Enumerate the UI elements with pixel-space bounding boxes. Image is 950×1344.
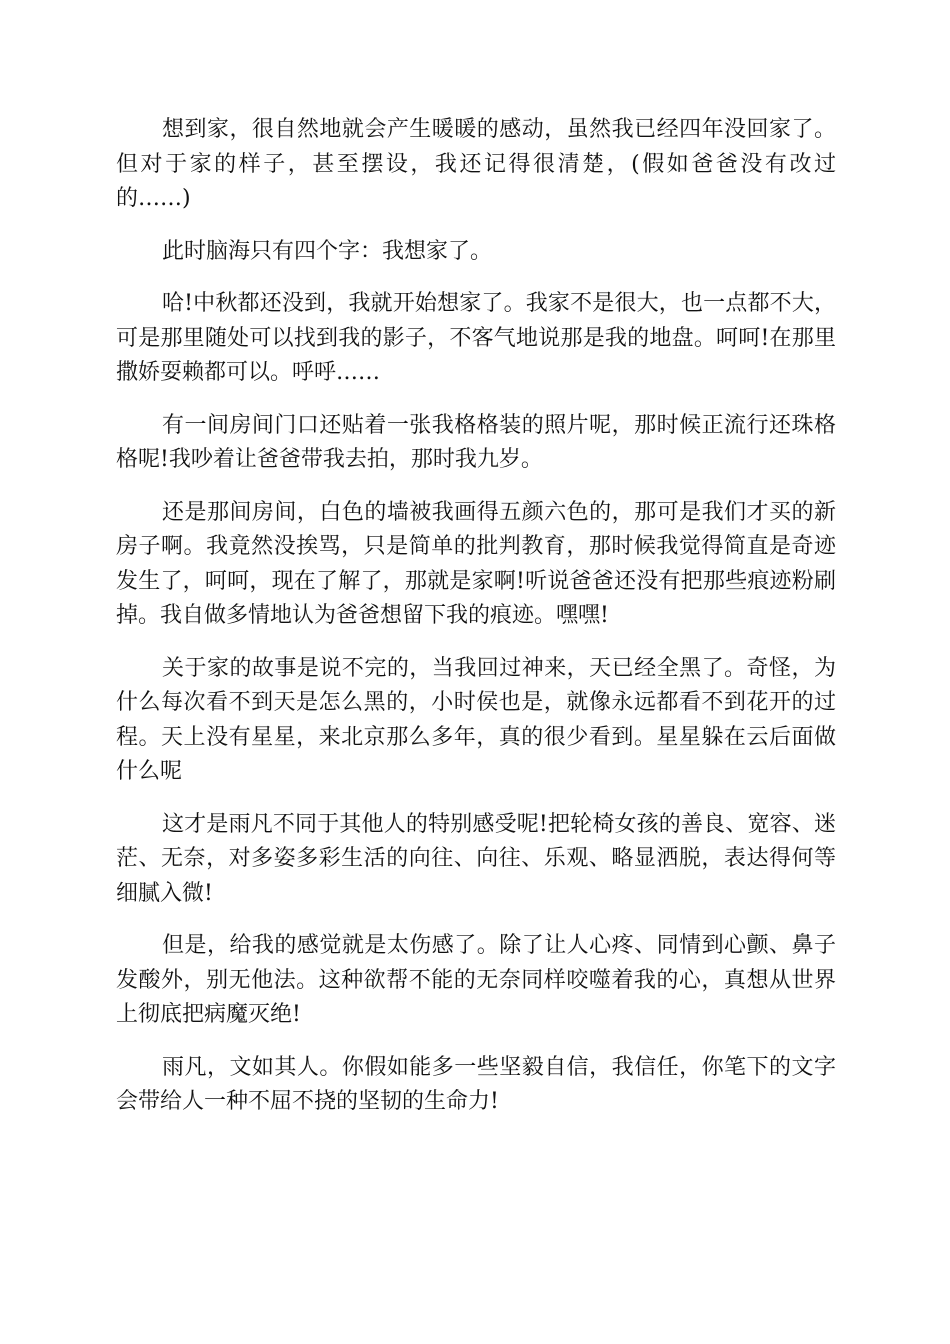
document-body: [116, 113, 836, 1138]
paragraph-1: 想到家，很自然地就会产生暖暖的感动，虽然我已经四年没回家了。但对于家的样子，甚至摆设，我还记得很清楚，(假如爸爸没有改过的……): [116, 117, 836, 211]
paragraph-4: 有一间房间门口还贴着一张我格格装的照片呢，那时候正流行还珠格格呢!我吵着让爸爸带我去拍，那时我九岁。: [116, 412, 836, 472]
paragraph-6: 关于家的故事是说不完的，当我回过神来，天已经全黑了。奇怪，为什么每次看不到天是怎么黑的，小时侯也是，就像永远都看不到花开的过程。天上没有星星，来北京那么多年，真的很少看到。星星躲在云后面做什么呢: [116, 655, 836, 784]
paragraph-2: 此时脑海只有四个字：我想家了。: [162, 238, 493, 264]
paragraph-8: 但是，给我的感觉就是太伤感了。除了让人心疼、同情到心颤、鼻子发酸外，别无他法。这种欲帮不能的无奈同样咬噬着我的心，真想从世界上彻底把病魔灭绝!: [116, 933, 836, 1027]
paragraph-9: 雨凡，文如其人。你假如能多一些坚毅自信，我信任，你笔下的文字会带给人一种不屈不挠的坚韧的生命力!: [116, 1054, 836, 1114]
paragraph-7: 这才是雨凡不同于其他人的特别感受呢!把轮椅女孩的善良、宽容、迷茫、无奈，对多姿多彩生活的向往、向往、乐观、略显洒脱，表达得何等细腻入微!: [116, 811, 836, 906]
paragraph-5: 还是那间房间，白色的墙被我画得五颜六色的，那可是我们才买的新房子啊。我竟然没挨骂，只是简单的批判教育，那时候我觉得简直是奇迹发生了，呵呵，现在了解了，那就是家啊!听说爸爸还没有把那些痕迹粉刷掉。我自做多情地认为爸爸想留下我的痕迹。嘿嘿!: [116, 499, 836, 628]
paragraph-3: 哈!中秋都还没到，我就开始想家了。我家不是很大，也一点都不大，可是那里随处可以找到我的影子，不客气地说那是我的地盘。呵呵!在那里撒娇耍赖都可以。呼呼……: [116, 291, 836, 385]
